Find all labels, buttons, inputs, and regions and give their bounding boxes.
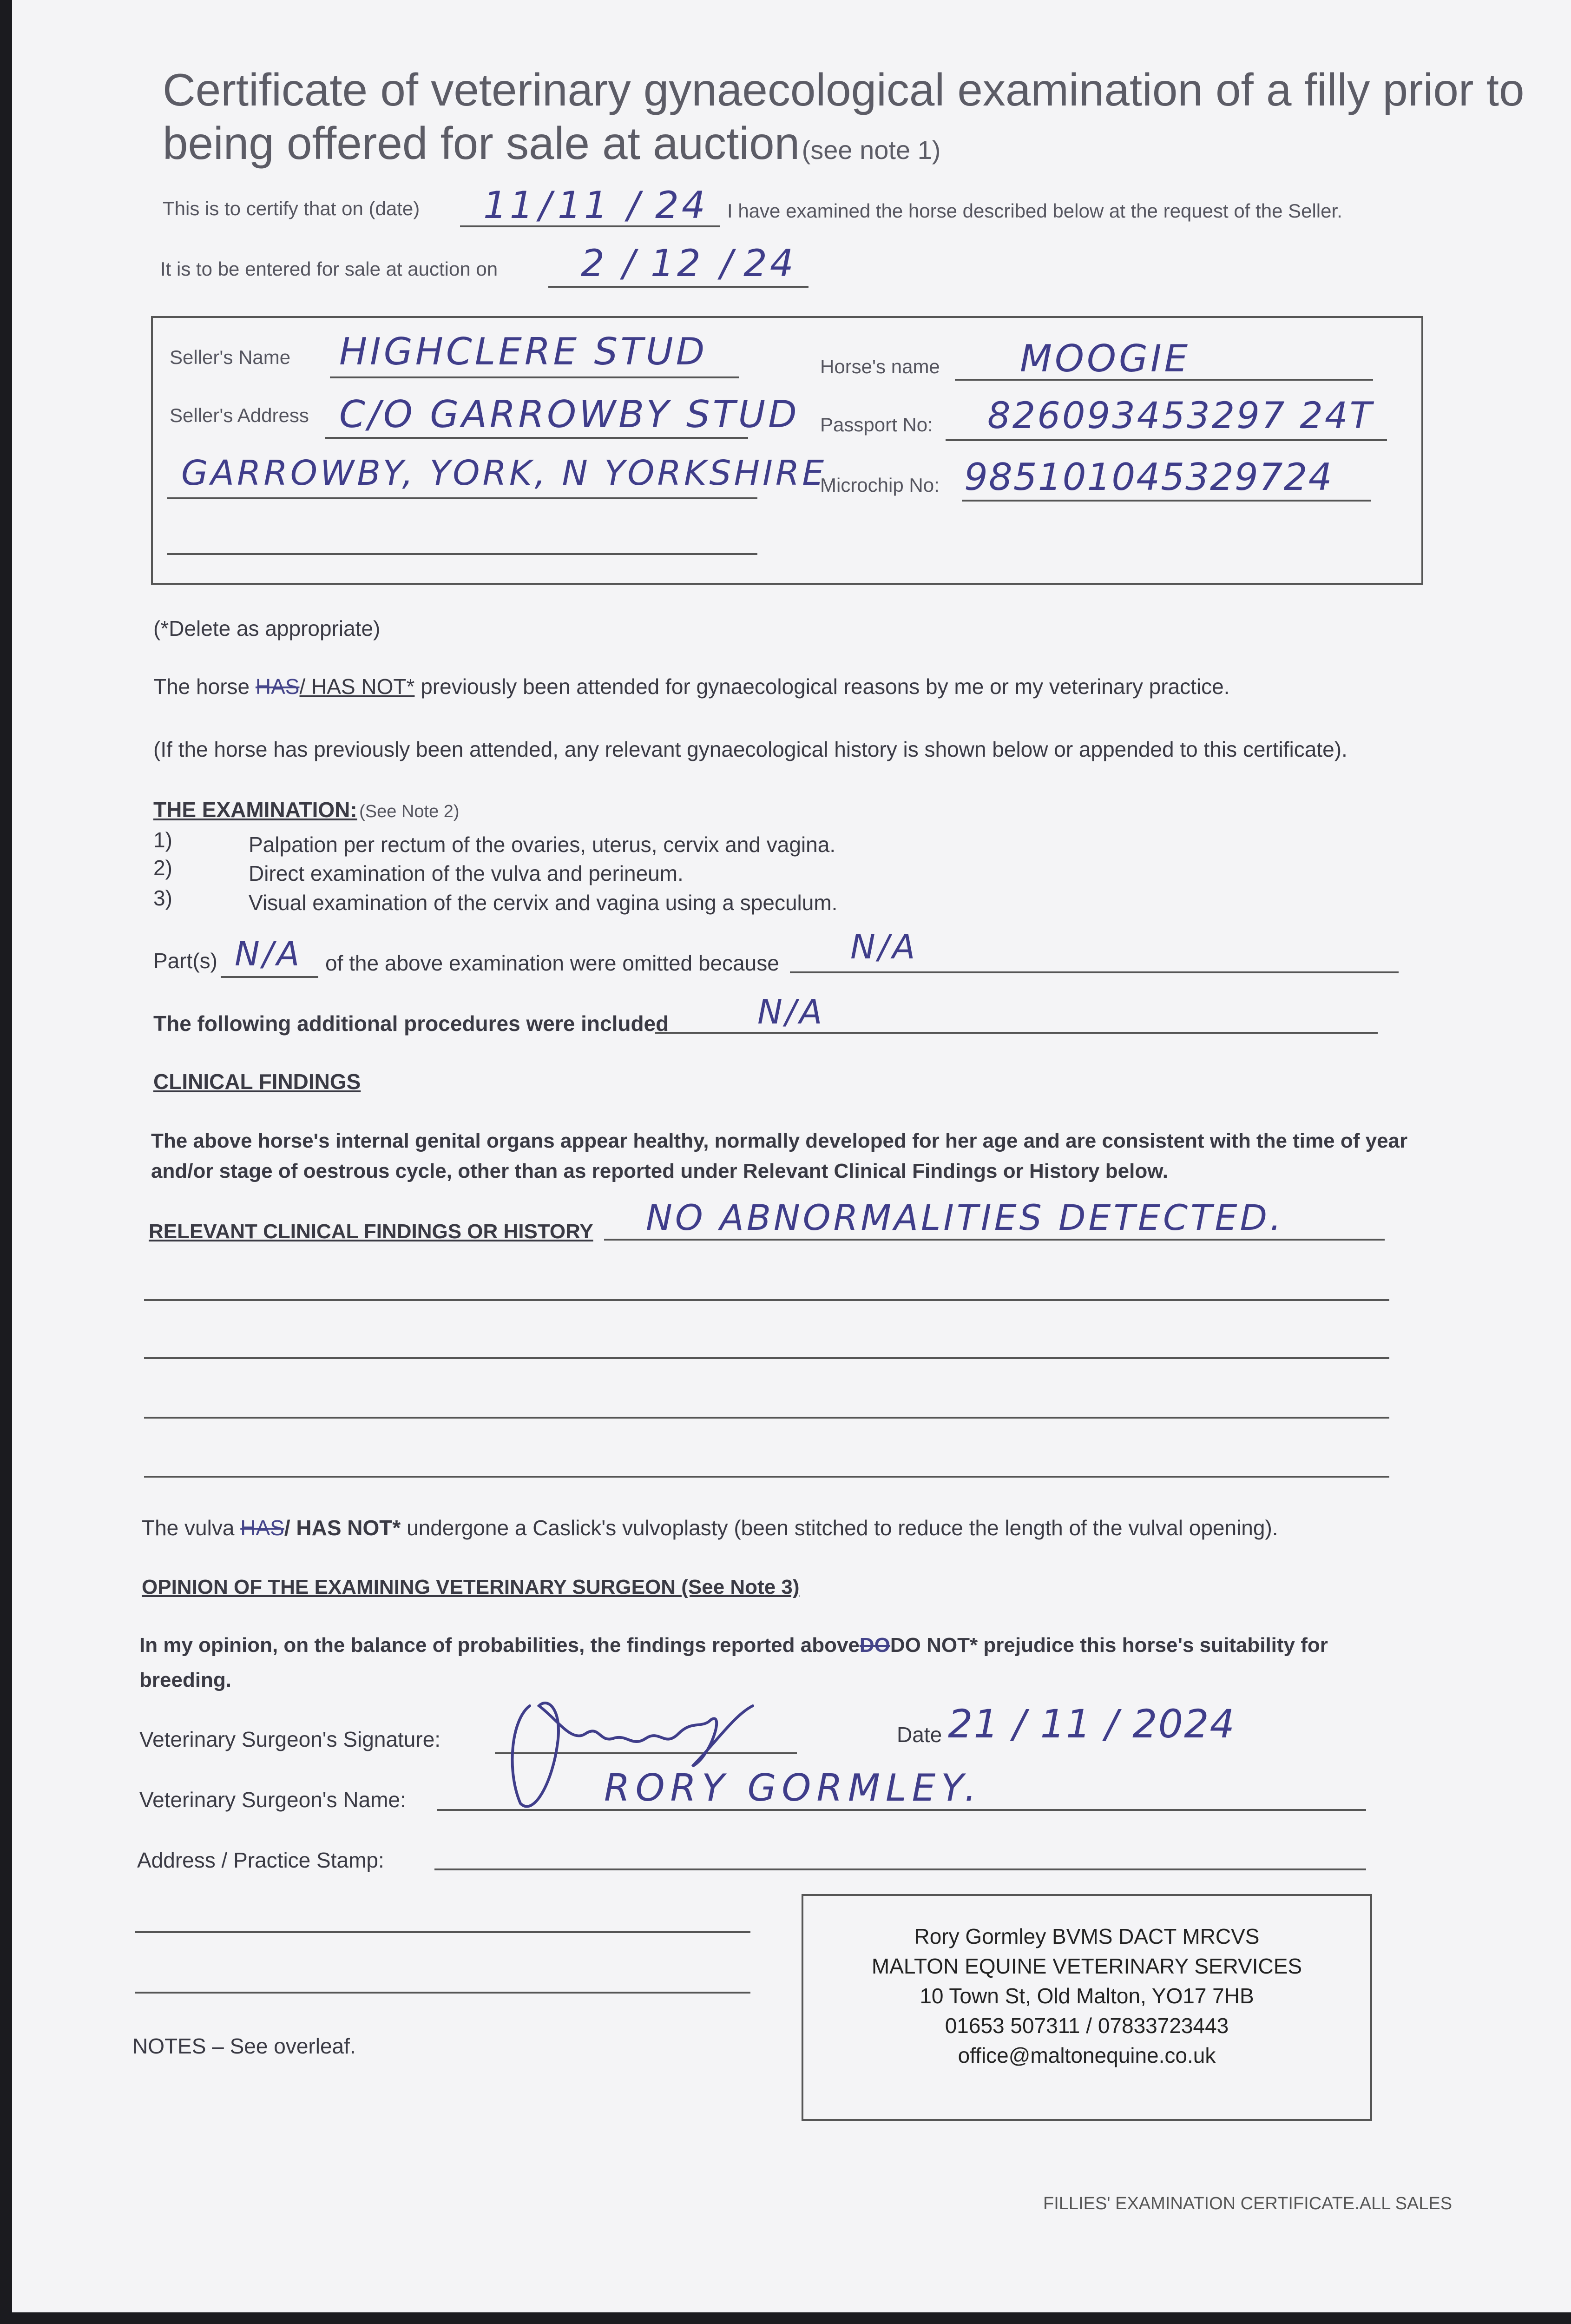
auction-date-sep2: / [720,242,736,285]
stamp-line-2: MALTON EQUINE VETERINARY SERVICES [871,1954,1302,1978]
vulva-statement [142,1515,1278,1540]
exam-date-sep1: / [539,184,554,227]
exam-item-1-num: 1) [153,828,172,852]
horse-name-value: MOOGIE [1020,337,1191,380]
vet-name-label: Veterinary Surgeon's Name: [139,1788,406,1812]
attended-suffix: previously been attended for gynaecological reasons by me or my veterinary practice. [421,674,1230,699]
seller-address-label: Seller's Address [170,404,309,426]
vulva-choice: / HAS NOT* [284,1516,401,1540]
certify-suffix: I have examined the horse described below at the request of the Seller. [727,200,1342,222]
blank-line-1 [144,1299,1389,1301]
sign-date-value: 21 / 11 / 2024 [948,1701,1236,1747]
clinical-para-line1: The above horse's internal genital organs appear healthy, normally developed for her age and are consistent with the time of year [151,1129,1408,1152]
opinion-do-struck: DO [859,1634,890,1657]
blank-line-2 [144,1357,1389,1359]
certificate-title-line1: Certificate of veterinary gynaecological examination of a filly prior to [163,64,1525,115]
date-label: Date [897,1723,942,1747]
address-stamp-label: Address / Practice Stamp: [137,1848,384,1872]
title-note: (see note 1) [802,135,941,165]
exam-item-2-num: 2) [153,856,172,880]
address-line-2 [135,1992,750,1994]
vulva-suffix: undergone a Caslick's vulvoplasty (been stitched to reduce the length of the vulval opening). [407,1516,1278,1540]
notes-overleaf: NOTES – See overleaf. [132,2034,356,2058]
opinion-heading: OPINION OF THE EXAMINING VETERINARY SURGEON (See Note 3) [142,1576,800,1598]
horse-name-label: Horse's name [820,356,940,377]
passport-label: Passport No: [820,414,933,436]
exam-heading-text: THE EXAMINATION: [153,798,357,822]
omitted-reason-value: N/A [850,927,918,966]
history-note: (If the horse has previously been attended, any relevant gynaecological history is shown below or appended to this certificate). [153,737,1348,761]
stamp-line-1: Rory Gormley BVMS DACT MRCVS [914,1924,1260,1948]
address-line-1 [135,1931,750,1933]
auction-prefix: It is to be entered for sale at auction on [160,258,498,280]
auction-date-month: 12 [651,242,703,285]
exam-heading-note: (See Note 2) [359,802,460,821]
seller-name-value: HIGHCLERE STUD [339,330,708,373]
microchip-value: 985101045329724 [964,456,1333,499]
exam-date-sep2: / [627,184,643,227]
attended-has-struck: HAS [255,674,300,699]
stamp-line-4: 01653 507311 / 07833723443 [945,2014,1229,2038]
omitted-parts-value: N/A [235,934,302,973]
certify-prefix: This is to certify that on (date) [163,198,420,219]
exam-date-month: 11 [558,184,611,227]
attended-prefix: The horse [153,674,250,699]
practice-stamp [802,1894,1372,2121]
opinion-choice: DO NOT* [890,1634,978,1657]
scan-edge-bottom [0,2312,1571,2324]
auction-date-day: 2 [581,242,607,285]
signature-label: Veterinary Surgeon's Signature: [139,1727,441,1751]
title-text: being offered for sale at auction [163,118,800,169]
exam-date-day: 11 [483,184,536,227]
clinical-heading: CLINICAL FINDINGS [153,1070,361,1094]
attended-statement [153,674,1229,699]
blank-line-4 [144,1476,1389,1478]
stamp-line-5: office@maltonequine.co.uk [958,2043,1216,2067]
additional-value: N/A [757,992,825,1031]
exam-date-year: 24 [655,184,708,227]
opinion-line2: breeding. [139,1669,232,1691]
opinion-statement [139,1634,1328,1657]
exam-item-3-num: 3) [153,886,172,910]
omitted-prefix: Part(s) [153,949,217,973]
delete-note: (*Delete as appropriate) [153,616,381,640]
attended-choice: / HAS NOT* [299,674,415,699]
exam-item-1-text: Palpation per rectum of the ovaries, uterus, cervix and vagina. [249,832,836,857]
auction-date-year: 24 [743,242,796,285]
passport-value: 826093453297 24T [987,395,1374,437]
clinical-para-line2: and/or stage of oestrous cycle, other than as reported under Relevant Clinical Findings or History below. [151,1160,1169,1182]
seller-address-line2: GARROWBY, YORK, N YORKSHIRE [181,453,827,493]
relevant-value: NO ABNORMALITIES DETECTED. [646,1197,1284,1238]
scan-edge-left [0,0,12,2324]
auction-date-sep1: / [623,242,638,285]
certificate-title-line2 [163,116,940,171]
exam-item-2-text: Direct examination of the vulva and perineum. [249,861,684,885]
vulva-prefix: The vulva [142,1516,235,1540]
seller-address-line1: C/O GARROWBY STUD [339,393,800,436]
vulva-has-struck: HAS [240,1516,284,1540]
opinion-suffix: prejudice this horse's suitability for [983,1634,1328,1657]
vet-name-value: RORY GORMLEY. [604,1766,982,1809]
microchip-label: Microchip No: [820,474,940,496]
footer-form-name: FILLIES' EXAMINATION CERTIFICATE.ALL SALES [1043,2194,1453,2213]
opinion-prefix: In my opinion, on the balance of probabilities, the findings reported above [139,1634,860,1657]
omitted-middle: of the above examination were omitted because [325,951,779,975]
stamp-line-3: 10 Town St, Old Malton, YO17 7HB [920,1984,1254,2008]
exam-heading [153,797,460,822]
exam-item-3-text: Visual examination of the cervix and vagina using a speculum. [249,891,838,915]
blank-line-3 [144,1417,1389,1419]
seller-name-label: Seller's Name [170,346,291,368]
relevant-heading: RELEVANT CLINICAL FINDINGS OR HISTORY [149,1220,593,1243]
additional-label: The following additional procedures were included [153,1011,669,1036]
